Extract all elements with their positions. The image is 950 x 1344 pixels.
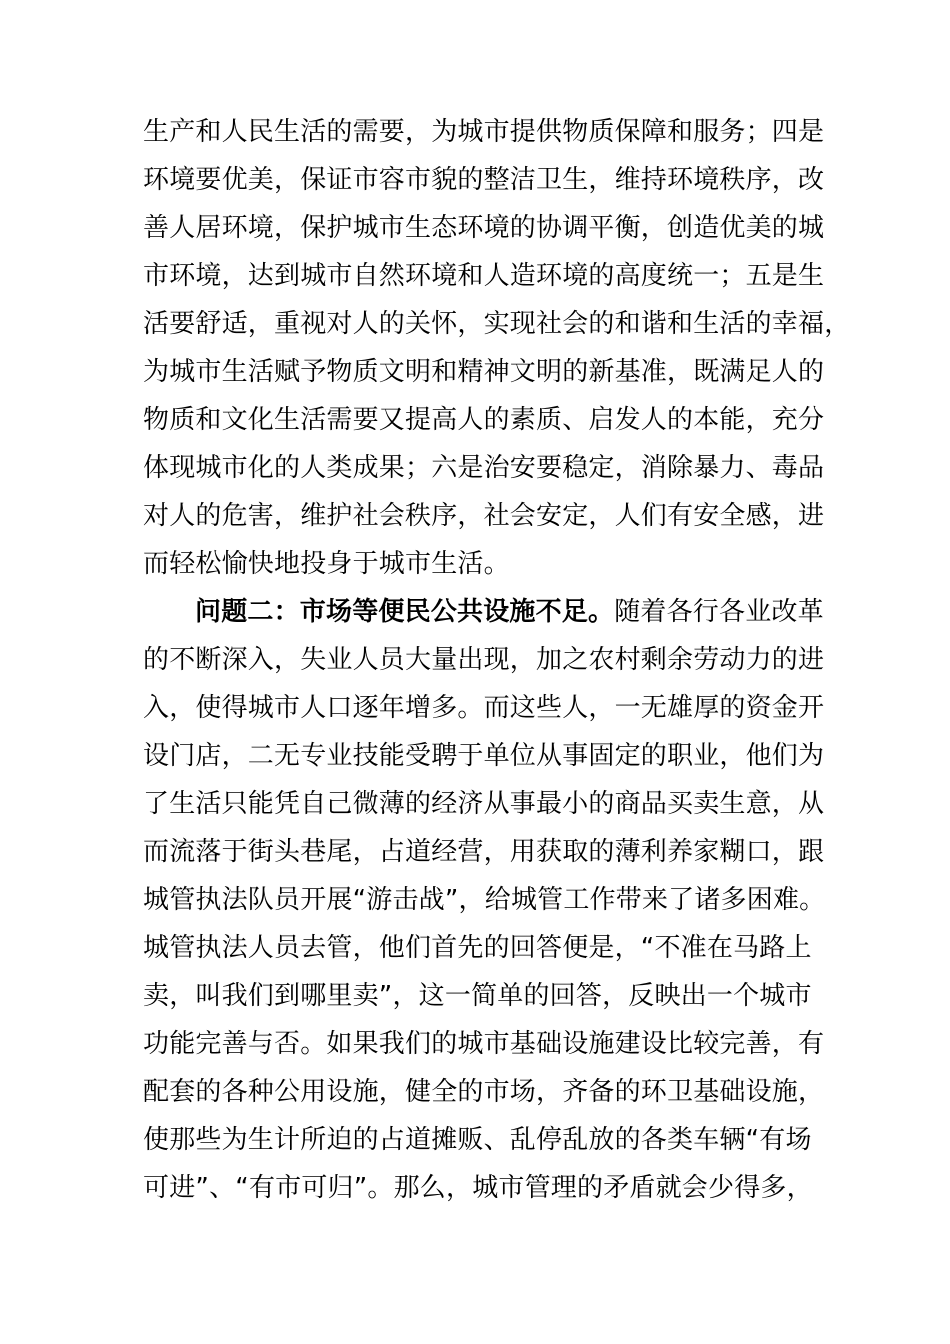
text-line: 物质和文化生活需要又提高人的素质、启发人的本能，充分 <box>143 405 825 435</box>
text-line: 配套的各种公用设施，健全的市场，齐备的环卫基础设施， <box>143 1077 825 1107</box>
text-line: 对人的危害，维护社会秩序，社会安定，人们有安全感，进 <box>143 501 825 531</box>
paragraph-first-line <box>143 588 823 636</box>
text-line: 城管执法人员去管，他们首先的回答便是，“不准在马路上 <box>143 933 812 963</box>
text-line: 善人居环境，保护城市生态环境的协调平衡，创造优美的城 <box>143 213 825 243</box>
paragraph-problem-two <box>143 588 826 1212</box>
text-line: 城管执法队员开展“游击战”，给城管工作带来了诸多困难。 <box>143 885 826 915</box>
text-line: 卖，叫我们到哪里卖”，这一简单的回答，反映出一个城市 <box>143 981 812 1011</box>
text-line: 而流落于街头巷尾，占道经营，用获取的薄利养家糊口，跟 <box>143 837 825 867</box>
text-line: 生产和人民生活的需要，为城市提供物质保障和服务；四是 <box>143 117 825 147</box>
paragraph-continued <box>143 108 851 588</box>
section-heading: 问题二：市场等便民公共设施不足。 <box>195 597 615 627</box>
text-line: 体现城市化的人类成果；六是治安要稳定，消除暴力、毒品 <box>143 453 825 483</box>
text-line: 使那些为生计所迫的占道摊贩、乱停乱放的各类车辆“有场 <box>143 1125 812 1155</box>
text-line: 功能完善与否。如果我们的城市基础设施建设比较完善，有 <box>143 1029 825 1059</box>
text-line: 活要舒适，重视对人的关怀，实现社会的和谐和生活的幸福， <box>143 309 851 339</box>
text-line: 可进”、“有市可归”。那么，城市管理的矛盾就会少得多， <box>143 1173 813 1203</box>
text-line: 环境要优美，保证市容市貌的整洁卫生，维持环境秩序，改 <box>143 165 825 195</box>
text-line: 设门店，二无专业技能受聘于单位从事固定的职业，他们为 <box>143 741 825 771</box>
text-line: 的不断深入，失业人员大量出现，加之农村剩余劳动力的进 <box>143 645 825 675</box>
heading-line-text: 随着各行各业改革 <box>614 597 824 627</box>
text-line: 为城市生活赋予物质文明和精神文明的新基准，既满足人的 <box>143 357 825 387</box>
text-line: 了生活只能凭自己微薄的经济从事最小的商品买卖生意，从 <box>143 789 825 819</box>
text-line: 入，使得城市人口逐年增多。而这些人，一无雄厚的资金开 <box>143 693 825 723</box>
text-line: 而轻松愉快地投身于城市生活。 <box>143 549 510 579</box>
text-line: 市环境，达到城市自然环境和人造环境的高度统一；五是生 <box>143 261 825 291</box>
